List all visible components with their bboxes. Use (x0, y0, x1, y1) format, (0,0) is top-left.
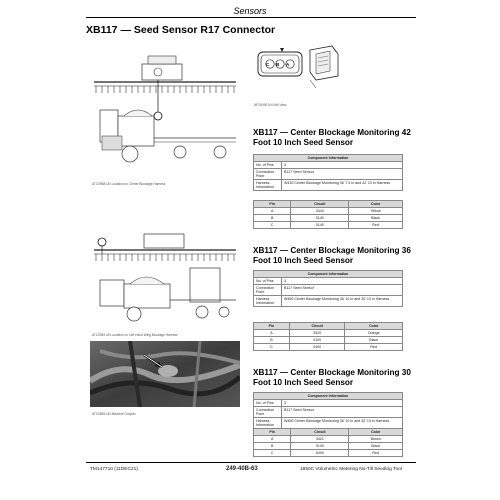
table-row: B 0140 Black (254, 215, 403, 222)
table-row: Harness Information W450 Center Blockage Monitoring 36' 10 in and 30' 10 in Harness (254, 296, 403, 307)
section-3-heading: XB117 — Center Blockage Monitoring 30 Foot 10 Inch Seed Sensor (253, 368, 411, 387)
table-row: C 0140 Red (254, 222, 403, 229)
section-1-component-table (253, 154, 403, 191)
table-row: No. of Pins 3 (254, 278, 403, 285)
section-title: Sensors (233, 6, 267, 16)
table-row: C 0400 Red (254, 450, 403, 457)
figure-3-photo (90, 341, 240, 407)
figure-1-illustration (90, 50, 240, 170)
section-1-pin-table: Pin Circuit Color A 3444 Yellow B 0140 Black C 0140 Red (253, 200, 403, 229)
table-row: A 3420 Orange (254, 330, 403, 337)
table-row: No. of Pins 3 (254, 400, 403, 407)
table-row: No. of Pins 3 (254, 162, 403, 169)
figure-2-illustration (90, 228, 240, 328)
main-heading: XB117 — Seed Sensor R17 Connector (86, 24, 276, 36)
table-row: Connection Point B117 Seed Sensor (254, 169, 403, 180)
section-2-info-header: Component Information (254, 271, 403, 278)
table-row: Harness Information W450 Center Blockage Monitoring 36' 10 in and 30' 10 in Harness (254, 418, 403, 429)
footer-doc-number: TM147710 (11DEC21) (90, 467, 138, 472)
header-rule (86, 17, 416, 18)
section-2-pin-table: Pin Circuit Color A 3420 Orange B 0100 Black C 0400 Red (253, 322, 403, 351)
table-row: B 0100 Black (254, 443, 403, 450)
table-row: Harness Information W430 Center Blockage Monitoring 36' 7.5 in and 42' 10 in Harness (254, 180, 403, 191)
section-3-component-table (253, 392, 403, 429)
footer-product-name: 1850C Volumetric Metering No-Till Seeding Tool (300, 467, 402, 472)
footer-page-number: 249-40B-63 (226, 466, 258, 472)
pin-label-c: C (266, 62, 270, 67)
section-3-info-header: Component Information (254, 393, 403, 400)
table-row: Connection Point B117 Seed Sensor (254, 285, 403, 296)
connector-illustration (252, 40, 342, 95)
figure-1-caption: ATC0968 UN Location on Center Blockage Harness (92, 182, 166, 186)
section-2-heading: XB117 — Center Blockage Monitoring 36 Foot 10 Inch Seed Sensor (253, 246, 411, 265)
figure-3-caption: ATC0855 UN Machine Graphic (92, 412, 136, 416)
table-row: A 3444 Yellow (254, 208, 403, 215)
figure-2-caption: ATC0062 UN Location on Left Hand Wing Blockage Harness (92, 333, 178, 337)
table-row: A 3421 Brown (254, 436, 403, 443)
section-1-info-header: Component Information (254, 155, 403, 162)
section-1-heading: XB117 — Center Blockage Monitoring 42 Foot 10 Inch Seed Sensor (253, 128, 411, 147)
table-row: C 0400 Red (254, 344, 403, 351)
footer-rule (86, 462, 416, 463)
connector-caption: NF20090 UN Mid View (254, 103, 287, 107)
section-2-component-table (253, 270, 403, 307)
table-row: B 0100 Black (254, 337, 403, 344)
pin-label-b: B (276, 62, 280, 67)
pin-label-a: A (286, 62, 290, 67)
section-3-pin-table: Pin Circuit Color A 3421 Brown B 0100 Black C 0400 Red (253, 428, 403, 457)
table-row: Connection Point B117 Seed Sensor (254, 407, 403, 418)
